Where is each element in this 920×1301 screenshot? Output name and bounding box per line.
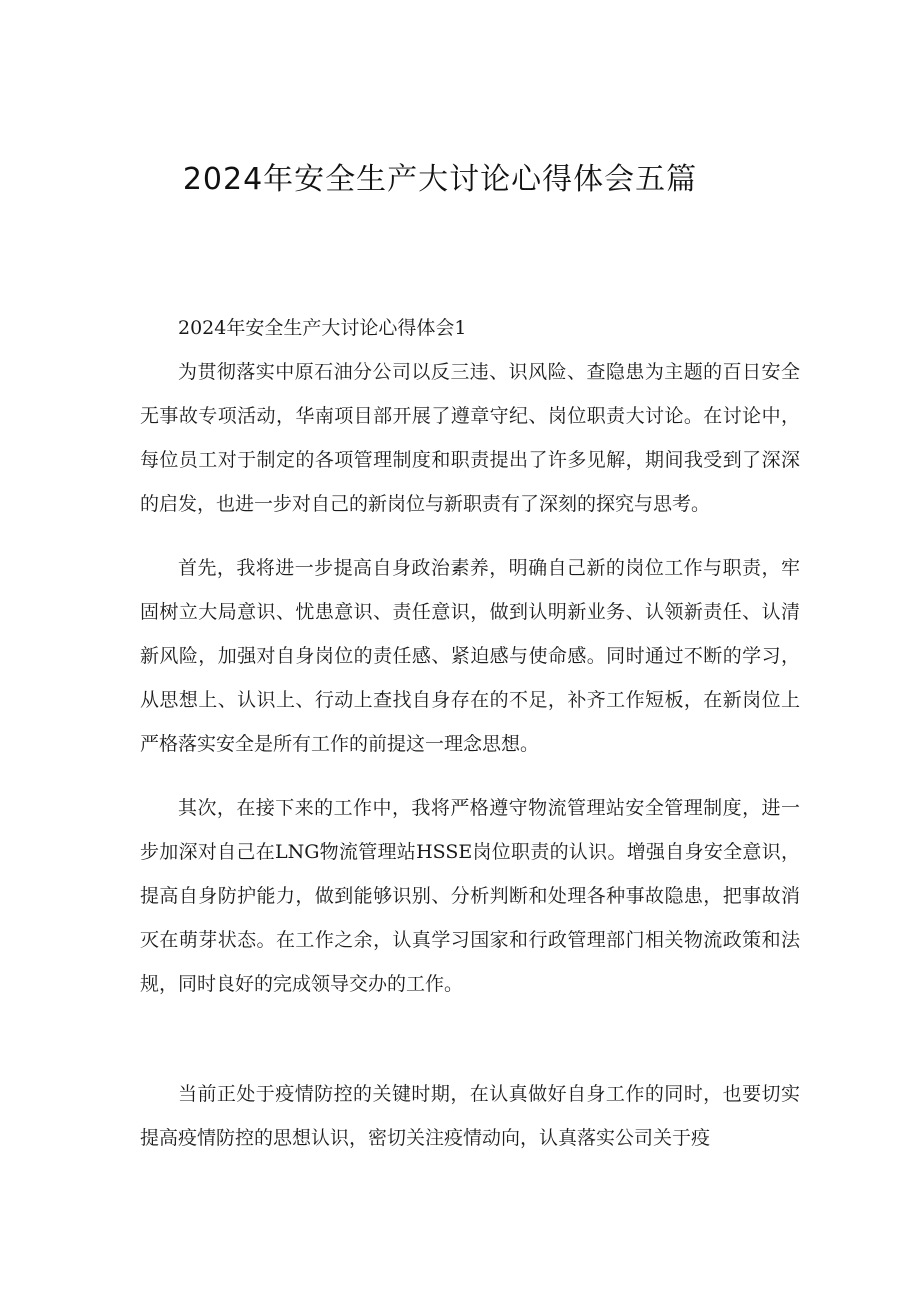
paragraph-1: 为贯彻落实中原石油分公司以反三违、识风险、查隐患为主题的百日安全无事故专项活动，华南项目部开展了遵章守纪、岗位职责大讨论。在讨论中，每位员工对于制定的各项管理制度和职责提出了许多见解，期间我受到了深深的启发，也进一步对自己的新岗位与新职责有了深刻的探究与思考。: [140, 361, 800, 515]
document-title: 2024年安全生产大讨论心得体会五篇: [182, 162, 698, 197]
section-subheading: 2024年安全生产大讨论心得体会1: [178, 317, 467, 339]
paragraph-2: 首先，我将进一步提高自身政治素养，明确自己新的岗位工作与职责，牢固树立大局意识、忧患意识、责任意识，做到认明新业务、认领新责任、认清新风险，加强对自身岗位的责任感、紧迫感与使命感。同时通过不断的学习，从思想上、认识上、行动上查找自身存在的不足，补齐工作短板，在新岗位上严格落实安全是所有工作的前提这一理念思想。: [140, 557, 800, 755]
paragraph-3: 其次，在接下来的工作中，我将严格遵守物流管理站安全管理制度，进一步加深对自己在LNG物流管理站HSSE岗位职责的认识。增强自身安全意识，提高自身防护能力，做到能够识别、分析判断和处理各种事故隐患，把事故消灭在萌芽状态。在工作之余，认真学习国家和行政管理部门相关物流政策和法规，同时良好的完成领导交办的工作。: [140, 797, 800, 995]
paragraph-4: 当前正处于疫情防控的关键时期，在认真做好自身工作的同时，也要切实提高疫情防控的思想认识，密切关注疫情动向，认真落实公司关于疫: [140, 1083, 800, 1149]
